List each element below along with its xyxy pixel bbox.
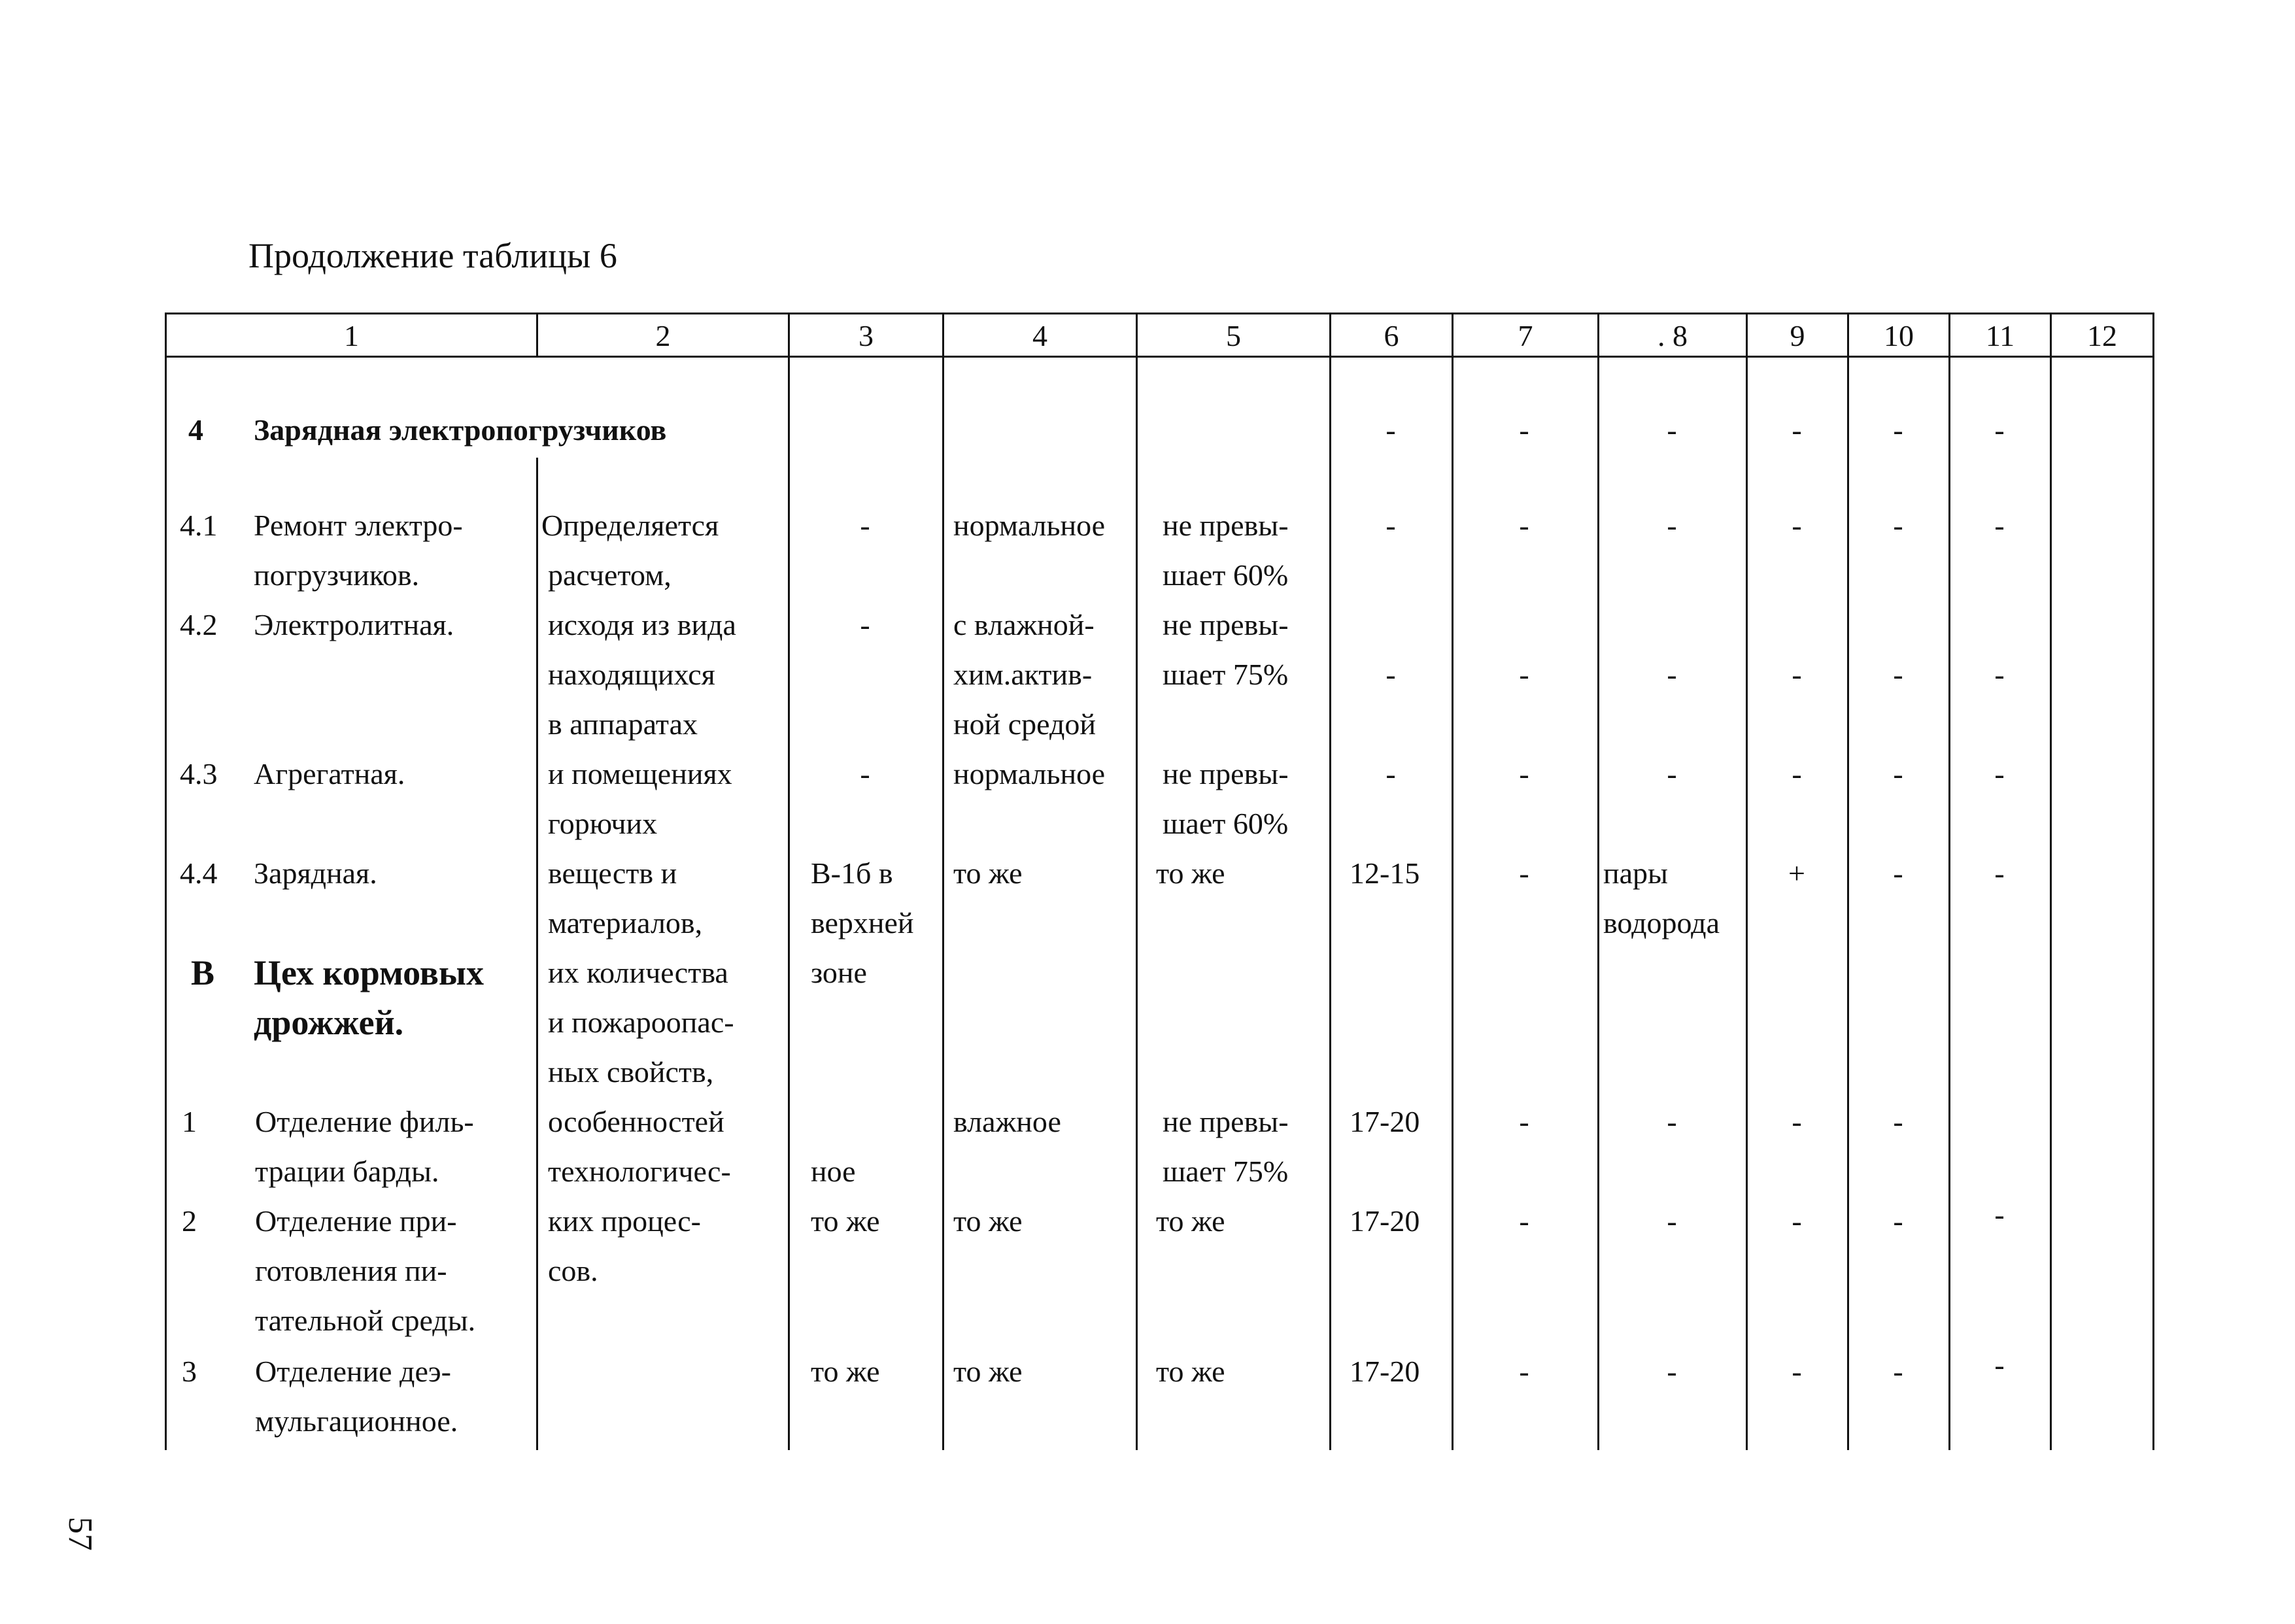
dash-cell: - [1667, 413, 1677, 447]
row-name-line: Электролитная. [254, 608, 454, 641]
col2-note-line: Определяется [541, 509, 719, 542]
row-name-line: тательной среды. [255, 1304, 476, 1337]
value-cell: 17-20 [1350, 1355, 1420, 1388]
col-border [2152, 313, 2154, 1450]
dash-cell: - [1792, 757, 1802, 790]
dash-cell: - [1994, 1198, 2005, 1231]
col2-note-line: их количества [548, 956, 728, 989]
dash-cell: - [1667, 1355, 1677, 1388]
section-title: Цех кормовых [254, 953, 484, 992]
environment-cell: ной средой [953, 707, 1096, 741]
humidity-cell: шает 75% [1163, 658, 1289, 691]
col2-note-line: и пожароопас- [548, 1006, 734, 1039]
substance-cell: пары [1603, 856, 1668, 890]
dash-cell: - [1792, 1105, 1802, 1138]
dash-cell: - [860, 608, 870, 641]
dash-cell: - [1519, 757, 1529, 790]
col-border [788, 313, 790, 1450]
header-cell: 5 [1226, 318, 1241, 352]
humidity-cell: шает 75% [1163, 1155, 1289, 1188]
header-cell: 9 [1790, 318, 1805, 352]
col2-note-line: горючих [548, 807, 658, 840]
dash-cell: - [1386, 757, 1396, 790]
dash-cell: - [1519, 413, 1529, 447]
dash-cell: - [1386, 413, 1396, 447]
row-name-line: трации барды. [255, 1155, 439, 1188]
humidity-cell: шает 60% [1163, 807, 1289, 840]
row-number: 4.2 [180, 608, 218, 641]
header-cell: 10 [1884, 318, 1914, 352]
dash-cell: - [1386, 509, 1396, 542]
col2-note-line: ных свойств, [548, 1055, 714, 1089]
plus-cell: + [1788, 856, 1805, 890]
section-title: дрожжей. [254, 1003, 404, 1042]
row-name-line: Агрегатная. [254, 757, 405, 790]
dash-cell: - [1893, 509, 1903, 542]
dash-cell: - [860, 757, 870, 790]
header-cell: 1 [344, 318, 359, 352]
row-name-line: Отделение при- [255, 1204, 457, 1238]
col-border [1746, 313, 1748, 1450]
value-cell: 17-20 [1350, 1105, 1420, 1138]
humidity-cell: шает 60% [1163, 558, 1289, 592]
environment-cell: нормальное [953, 509, 1106, 542]
dash-cell: - [1893, 1355, 1903, 1388]
row-number: 4.4 [180, 856, 218, 890]
dash-cell: - [1994, 1348, 2005, 1381]
col-border [1847, 313, 1849, 1450]
col2-note-line: веществ и [548, 856, 677, 890]
dash-cell: - [1893, 856, 1903, 890]
dash-cell: - [1792, 509, 1802, 542]
zone-class-cell: ное [811, 1155, 856, 1188]
dash-cell: - [1667, 509, 1677, 542]
dash-cell: - [1893, 757, 1903, 790]
header-cell: 4 [1032, 318, 1047, 352]
humidity-cell: не превы- [1163, 1105, 1289, 1138]
section-number: 4 [188, 413, 203, 447]
col2-note-line: исходя из вида [548, 608, 736, 641]
dash-cell: - [1519, 1105, 1529, 1138]
humidity-cell: то же [1156, 856, 1225, 890]
dash-cell: - [860, 509, 870, 542]
dash-cell: - [1667, 1105, 1677, 1138]
col2-note-line: особенностей [548, 1105, 724, 1138]
col-border [1948, 313, 1950, 1450]
col-border [165, 313, 167, 1450]
col2-note-line: сов. [548, 1254, 598, 1287]
dash-cell: - [1792, 658, 1802, 691]
row-name-line: готовления пи- [255, 1254, 447, 1287]
header-cell: 6 [1384, 318, 1399, 352]
dash-cell: - [1893, 1204, 1903, 1238]
environment-cell: нормальное [953, 757, 1106, 790]
dash-cell: - [1667, 658, 1677, 691]
row-name-line: Отделение филь- [255, 1105, 474, 1138]
humidity-cell: не превы- [1163, 757, 1289, 790]
col-border [1136, 313, 1138, 1450]
zone-class-cell: зоне [811, 956, 867, 989]
environment-cell: то же [953, 1355, 1023, 1388]
dash-cell: - [1893, 658, 1903, 691]
value-cell: 12-15 [1350, 856, 1420, 890]
row-number: 1 [182, 1105, 197, 1138]
header-cell: 2 [655, 318, 671, 352]
humidity-cell: не превы- [1163, 608, 1289, 641]
row-number: 2 [182, 1204, 197, 1238]
row-number: 4.1 [180, 509, 218, 542]
dash-cell: - [1792, 413, 1802, 447]
dash-cell: - [1994, 856, 2005, 890]
header-cell: 3 [858, 318, 874, 352]
dash-cell: - [1994, 413, 2005, 447]
col2-note-line: технологичес- [548, 1155, 731, 1188]
environment-cell: влажное [953, 1105, 1061, 1138]
zone-class-cell: то же [811, 1204, 880, 1238]
col2-note-line: ких процес- [548, 1204, 701, 1238]
dash-cell: - [1994, 509, 2005, 542]
col-border [2050, 313, 2052, 1450]
environment-cell: хим.актив- [953, 658, 1093, 691]
col-border [1452, 313, 1454, 1450]
col-border [536, 458, 538, 1450]
row-name-line: Ремонт электро- [254, 509, 463, 542]
dash-cell: - [1792, 1204, 1802, 1238]
col-border [1597, 313, 1599, 1450]
substance-cell: водорода [1603, 906, 1720, 939]
dash-cell: - [1519, 856, 1529, 890]
humidity-cell: не превы- [1163, 509, 1289, 542]
dash-cell: - [1519, 1204, 1529, 1238]
zone-class-cell: то же [811, 1355, 880, 1388]
environment-cell: то же [953, 1204, 1023, 1238]
zone-class-cell: В-1б в [811, 856, 893, 890]
humidity-cell: то же [1156, 1204, 1225, 1238]
zone-class-cell: верхней [811, 906, 914, 939]
dash-cell: - [1519, 509, 1529, 542]
dash-cell: - [1667, 757, 1677, 790]
row-number: 4.3 [180, 757, 218, 790]
header-cell: 12 [2087, 318, 2117, 352]
section-title: Зарядная электропогрузчиков [254, 413, 667, 447]
section-letter: В [191, 953, 215, 992]
humidity-cell: то же [1156, 1355, 1225, 1388]
environment-cell: с влажной- [953, 608, 1095, 641]
table-top-border [165, 313, 2154, 314]
environment-cell: то же [953, 856, 1023, 890]
col2-note-line: и помещениях [548, 757, 732, 790]
row-name-line: погрузчиков. [254, 558, 420, 592]
dash-cell: - [1519, 658, 1529, 691]
dash-cell: - [1893, 1105, 1903, 1138]
value-cell: 17-20 [1350, 1204, 1420, 1238]
col-border [942, 313, 944, 1450]
page-number: 57 [61, 1517, 99, 1551]
col2-note-line: в аппаратах [548, 707, 698, 741]
row-name-line: Отделение деэ- [255, 1355, 451, 1388]
dash-cell: - [1386, 658, 1396, 691]
dash-cell: - [1792, 1355, 1802, 1388]
col2-note-line: находящихся [548, 658, 715, 691]
table-caption: Продолжение таблицы 6 [248, 236, 617, 275]
dash-cell: - [1667, 1204, 1677, 1238]
dash-cell: - [1994, 658, 2005, 691]
dash-cell: - [1994, 757, 2005, 790]
row-name-line: Зарядная. [254, 856, 377, 890]
header-cell: 11 [1985, 318, 2015, 352]
row-name-line: мульгационное. [255, 1404, 458, 1438]
header-cell: . 8 [1658, 318, 1688, 352]
col-border [1329, 313, 1331, 1450]
col2-note-line: расчетом, [548, 558, 672, 592]
row-number: 3 [182, 1355, 197, 1388]
header-bottom-border [165, 356, 2154, 358]
dash-cell: - [1519, 1355, 1529, 1388]
col2-note-line: материалов, [548, 906, 703, 939]
dash-cell: - [1893, 413, 1903, 447]
header-cell: 7 [1518, 318, 1533, 352]
